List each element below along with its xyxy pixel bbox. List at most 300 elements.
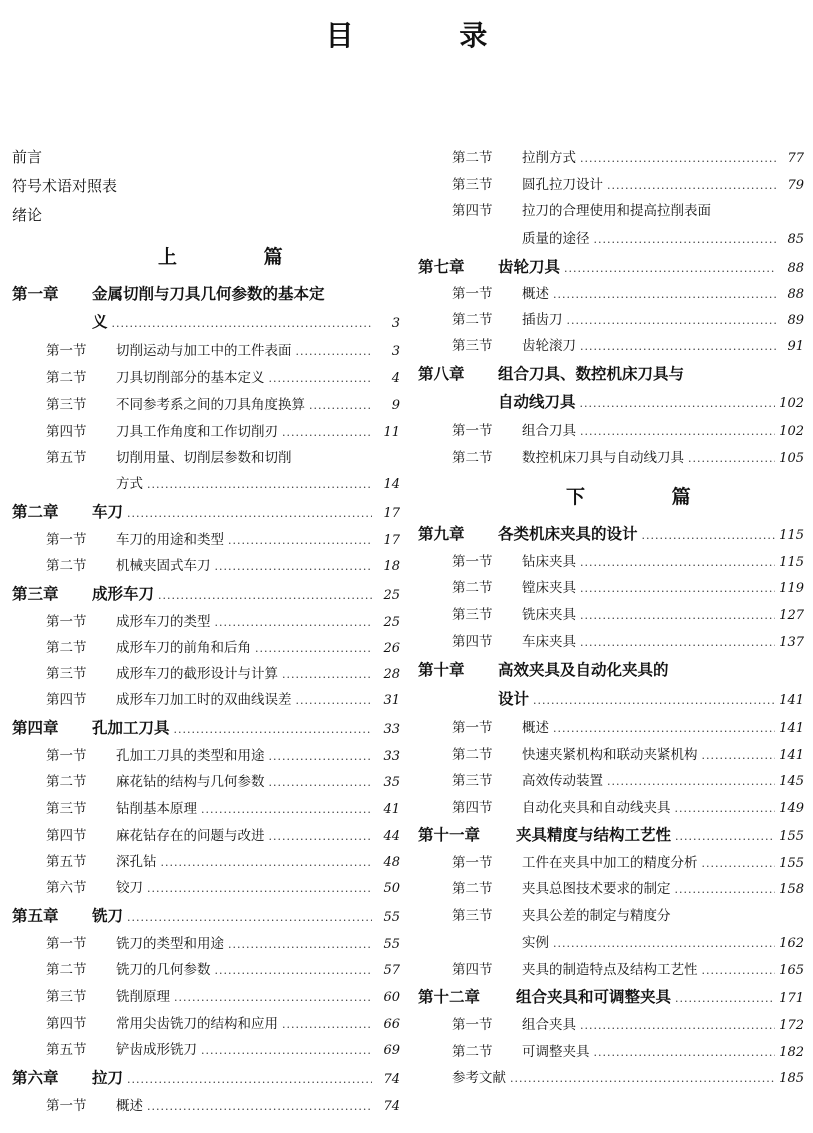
page-number: 66 (383, 1017, 400, 1032)
section-title: 拉削方式 (522, 150, 576, 166)
section-title: 概述 (522, 286, 549, 302)
section-title: 概述 (116, 1098, 143, 1114)
page-number: 41 (383, 802, 400, 817)
dot-leader (309, 399, 372, 412)
section-title: 成形车刀加工时的双曲线误差 (116, 692, 292, 708)
section-title: 数控机床刀具与自动线刀具 (522, 450, 684, 466)
page-number: 4 (391, 371, 400, 386)
chapter-label: 第四章 (12, 719, 59, 737)
toc-section[interactable] (46, 366, 400, 386)
dot-leader (580, 1019, 775, 1032)
chapter-label: 第十二章 (418, 988, 481, 1006)
section-label: 第一节 (46, 1098, 87, 1114)
toc-section[interactable] (46, 528, 400, 548)
toc-section[interactable] (452, 630, 804, 650)
toc-section[interactable] (46, 1038, 400, 1058)
section-label: 第二节 (46, 558, 87, 574)
page-number: 88 (787, 287, 804, 302)
toc-section[interactable] (46, 393, 400, 413)
section-title: 麻花钻的结构与几何参数 (116, 774, 265, 790)
toc-chapter[interactable] (418, 658, 804, 680)
section-label: 第二节 (452, 450, 493, 466)
chapter-title: 组合刀具、数控机床刀具与 (498, 365, 685, 383)
dot-leader (553, 937, 775, 950)
toc-section[interactable] (452, 743, 804, 763)
section-title: 铣床夹具 (522, 607, 576, 623)
section-title: 机械夹固式车刀 (116, 558, 211, 574)
chapter-title: 义 (92, 313, 108, 331)
section-label: 第二节 (452, 747, 493, 763)
section-label: 第一节 (46, 532, 87, 548)
toc-section[interactable] (452, 1013, 804, 1033)
chapter-title: 孔加工刀具 (92, 719, 170, 737)
section-label: 第五节 (46, 450, 87, 466)
section-title: 麻花钻存在的问题与改进 (116, 828, 265, 844)
dot-leader (255, 642, 372, 655)
section-title: 齿轮滚刀 (522, 338, 576, 354)
section-label: 第五节 (46, 854, 87, 870)
section-label: 第二节 (452, 312, 493, 328)
section-title: 成形车刀的类型 (116, 614, 211, 630)
dot-leader (282, 668, 372, 681)
page-number: 60 (383, 990, 400, 1005)
toc-section[interactable] (452, 550, 804, 570)
toc-chapter[interactable] (418, 255, 804, 277)
section-title: 车床夹具 (522, 634, 576, 650)
dot-leader (580, 556, 775, 569)
dot-leader (675, 802, 776, 815)
toc-section[interactable] (452, 173, 804, 193)
page-number: 77 (787, 151, 804, 166)
dot-leader (174, 991, 372, 1004)
toc-section[interactable] (452, 282, 804, 302)
section-label: 第五节 (46, 1042, 87, 1058)
page-title: 目 录 (325, 19, 536, 52)
page-number: 119 (779, 581, 804, 596)
page-number: 31 (383, 693, 400, 708)
toc-section[interactable] (46, 339, 400, 359)
page-number: 74 (383, 1072, 400, 1087)
toc-chapter[interactable] (12, 904, 400, 926)
page-number: 137 (779, 635, 804, 650)
toc-section[interactable] (46, 610, 400, 630)
section-title: 切削用量、切削层参数和切削 (116, 450, 292, 466)
chapter-label: 第六章 (12, 1069, 59, 1087)
dot-leader (580, 609, 775, 622)
dot-leader (702, 749, 776, 762)
page-number: 105 (779, 451, 804, 466)
chapter-label: 第十章 (418, 661, 465, 679)
section-label: 第三节 (46, 801, 87, 817)
toc-section[interactable] (452, 796, 804, 816)
dot-leader (580, 397, 776, 410)
page-number: 145 (779, 774, 804, 789)
page-number: 69 (383, 1043, 400, 1058)
toc-section[interactable] (46, 958, 400, 978)
toc-references[interactable] (452, 1066, 804, 1086)
page-number: 141 (779, 693, 804, 708)
toc-chapter[interactable] (418, 522, 804, 544)
dot-leader (594, 233, 777, 246)
section-label: 第三节 (46, 666, 87, 682)
dot-leader (553, 722, 775, 735)
chapter-label: 第五章 (12, 907, 59, 925)
section-title: 方式 (116, 476, 143, 492)
dot-leader (269, 830, 373, 843)
toc-chapter-cont[interactable] (498, 390, 804, 412)
page-number: 3 (391, 316, 400, 331)
toc-section[interactable] (452, 851, 804, 871)
page-number: 44 (383, 829, 400, 844)
section-label: 第二节 (452, 580, 493, 596)
toc-chapter[interactable] (12, 716, 400, 738)
section-label: 第四节 (46, 828, 87, 844)
toc-section[interactable] (452, 146, 804, 166)
page-number: 48 (383, 855, 400, 870)
page-number: 50 (383, 881, 400, 896)
chapter-title: 拉刀 (92, 1069, 124, 1087)
section-label: 第四节 (452, 962, 493, 978)
dot-leader (580, 340, 776, 353)
toc-front-preface[interactable]: 前言 (12, 148, 43, 166)
page-number: 85 (787, 232, 804, 247)
section-title: 常用尖齿铣刀的结构和应用 (116, 1016, 278, 1032)
section-label: 第三节 (46, 989, 87, 1005)
dot-leader (158, 589, 372, 602)
page-number: 18 (383, 559, 400, 574)
section-title: 切削运动与加工中的工件表面 (116, 343, 292, 359)
chapter-title: 齿轮刀具 (498, 258, 561, 276)
dot-leader (533, 694, 775, 707)
dot-leader (675, 992, 775, 1005)
section-label: 第四节 (46, 692, 87, 708)
toc-section[interactable] (452, 1040, 804, 1060)
dot-leader (580, 425, 775, 438)
toc-section[interactable] (46, 797, 400, 817)
dot-leader (228, 938, 372, 951)
section-label: 第四节 (46, 1016, 87, 1032)
toc-section[interactable] (452, 199, 804, 219)
dot-leader (567, 314, 777, 327)
dot-leader (228, 534, 372, 547)
section-label: 第四节 (452, 203, 493, 219)
toc-section[interactable] (452, 877, 804, 897)
toc-section[interactable] (46, 985, 400, 1005)
page-number: 28 (383, 667, 400, 682)
page-number: 89 (787, 313, 804, 328)
section-title: 拉刀的合理使用和提高拉削表面 (522, 203, 711, 219)
section-title: 实例 (522, 935, 549, 951)
page-number: 88 (787, 261, 804, 276)
chapter-title: 车刀 (92, 503, 124, 521)
toc-section-cont[interactable] (522, 931, 804, 951)
dot-leader (675, 883, 776, 896)
section-label: 第一节 (46, 936, 87, 952)
section-title: 铣削原理 (116, 989, 170, 1005)
page-number: 11 (383, 425, 400, 440)
section-title: 车刀的用途和类型 (116, 532, 224, 548)
section-title: 快速夹紧机构和联动夹紧机构 (522, 747, 698, 763)
chapter-title: 自动线刀具 (498, 393, 576, 411)
page-number: 55 (383, 910, 400, 925)
dot-leader (553, 288, 776, 301)
toc-section[interactable] (46, 824, 400, 844)
section-label: 第一节 (46, 748, 87, 764)
section-title: 可调整夹具 (522, 1044, 590, 1060)
section-label: 第一节 (452, 286, 493, 302)
toc-section[interactable] (452, 904, 804, 924)
section-title: 深孔钻 (116, 854, 157, 870)
dot-leader (215, 964, 373, 977)
page-number: 182 (779, 1045, 804, 1060)
section-title: 镗床夹具 (522, 580, 576, 596)
part-title-upper: 上 篇 (158, 246, 323, 268)
page-number: 155 (779, 829, 804, 844)
toc-section[interactable] (46, 770, 400, 790)
page-number: 17 (383, 506, 400, 521)
section-title: 铲齿成形铣刀 (116, 1042, 197, 1058)
page-number: 55 (383, 937, 400, 952)
dot-leader (215, 560, 373, 573)
toc-section[interactable] (46, 850, 400, 870)
page-number: 115 (779, 528, 804, 543)
dot-leader (594, 1046, 776, 1059)
toc-chapter-1-cont[interactable] (92, 310, 400, 332)
dot-leader (564, 262, 776, 275)
toc-section[interactable] (452, 769, 804, 789)
dot-leader (147, 478, 372, 491)
section-label: 第一节 (452, 423, 493, 439)
dot-leader (112, 317, 372, 330)
section-title: 质量的途径 (522, 231, 590, 247)
toc-section[interactable] (46, 446, 400, 466)
section-label: 第一节 (452, 720, 493, 736)
toc-section[interactable] (452, 716, 804, 736)
page-number: 115 (779, 555, 804, 570)
toc-section-cont[interactable] (116, 472, 400, 492)
section-title: 自动化夹具和自动线夹具 (522, 800, 671, 816)
dot-leader (688, 452, 775, 465)
toc-section[interactable] (46, 1094, 400, 1114)
section-label: 第三节 (452, 607, 493, 623)
dot-leader (161, 856, 373, 869)
dot-leader (580, 582, 775, 595)
section-title: 夹具公差的制定与精度分 (522, 908, 671, 924)
dot-leader (201, 1044, 372, 1057)
section-label: 第一节 (452, 855, 493, 871)
section-title: 圆孔拉刀设计 (522, 177, 603, 193)
toc-section[interactable] (46, 636, 400, 656)
page-number: 57 (383, 963, 400, 978)
page-number: 25 (383, 615, 400, 630)
toc-section[interactable] (452, 576, 804, 596)
chapter-title: 夹具精度与结构工艺性 (516, 826, 672, 844)
section-title: 成形车刀的截形设计与计算 (116, 666, 278, 682)
chapter-label: 第二章 (12, 503, 59, 521)
chapter-label: 第八章 (418, 365, 465, 383)
toc-front-symbols[interactable]: 符号术语对照表 (12, 177, 118, 195)
toc-chapter[interactable] (418, 985, 804, 1007)
section-label: 第三节 (452, 338, 493, 354)
page-number: 185 (779, 1071, 804, 1086)
page-number: 33 (383, 722, 400, 737)
dot-leader (269, 372, 373, 385)
section-label: 第一节 (46, 343, 87, 359)
dot-leader (174, 723, 372, 736)
page-number: 74 (383, 1099, 400, 1114)
section-title: 孔加工刀具的类型和用途 (116, 748, 265, 764)
part-title-lower: 下 篇 (566, 486, 731, 508)
toc-section[interactable] (46, 688, 400, 708)
section-label: 第三节 (452, 177, 493, 193)
dot-leader (147, 882, 372, 895)
toc-section-cont[interactable] (522, 227, 804, 247)
chapter-title: 设计 (498, 690, 530, 708)
section-title: 组合刀具 (522, 423, 576, 439)
toc-chapter[interactable] (418, 362, 804, 384)
page-number: 33 (383, 749, 400, 764)
dot-leader (675, 830, 775, 843)
section-title: 铰刀 (116, 880, 143, 896)
toc-chapter-1[interactable] (12, 282, 402, 304)
dot-leader (282, 426, 372, 439)
section-title: 插齿刀 (522, 312, 563, 328)
section-title: 刀具工作角度和工作切削刃 (116, 424, 278, 440)
dot-leader (127, 911, 372, 924)
toc-section[interactable] (452, 446, 804, 466)
page-number: 17 (383, 533, 400, 548)
dot-leader (282, 1018, 372, 1031)
section-label: 第二节 (46, 774, 87, 790)
section-label: 第四节 (452, 634, 493, 650)
toc-section[interactable] (452, 603, 804, 623)
page-number: 162 (779, 936, 804, 951)
toc-section[interactable] (46, 662, 400, 682)
toc-section[interactable] (46, 420, 400, 440)
page-number: 102 (779, 396, 804, 411)
chapter-label: 第一章 (12, 285, 59, 303)
section-label: 第二节 (452, 150, 493, 166)
section-title: 高效传动装置 (522, 773, 603, 789)
chapter-title: 金属切削与刀具几何参数的基本定 (92, 285, 325, 303)
dot-leader (607, 179, 776, 192)
section-label: 第三节 (46, 397, 87, 413)
chapter-label: 第九章 (418, 525, 465, 543)
toc-front-intro[interactable]: 绪论 (12, 206, 43, 224)
page-number: 14 (383, 477, 400, 492)
page-number: 165 (779, 963, 804, 978)
section-label: 第一节 (452, 554, 493, 570)
page-number: 102 (779, 424, 804, 439)
dot-leader (296, 345, 373, 358)
page-number: 9 (391, 398, 400, 413)
chapter-label: 第三章 (12, 585, 59, 603)
dot-leader (702, 964, 776, 977)
page-number: 155 (779, 856, 804, 871)
page-number: 127 (779, 608, 804, 623)
toc-section[interactable] (46, 744, 400, 764)
section-label: 第三节 (452, 773, 493, 789)
page-number: 171 (779, 991, 804, 1006)
dot-leader (296, 694, 373, 707)
toc-section[interactable] (46, 932, 400, 952)
toc-section[interactable] (452, 958, 804, 978)
section-title: 夹具总图技术要求的制定 (522, 881, 671, 897)
chapter-title: 组合夹具和可调整夹具 (516, 988, 672, 1006)
dot-leader (147, 1100, 372, 1113)
dot-leader (269, 776, 373, 789)
dot-leader (127, 1073, 372, 1086)
toc-chapter[interactable] (418, 823, 804, 845)
page-number: 25 (383, 588, 400, 603)
toc-section[interactable] (46, 1012, 400, 1032)
chapter-label: 第七章 (418, 258, 465, 276)
section-label: 第六节 (46, 880, 87, 896)
dot-leader (510, 1072, 775, 1085)
dot-leader (702, 857, 776, 870)
section-title: 钻床夹具 (522, 554, 576, 570)
section-title: 工件在夹具中加工的精度分析 (522, 855, 698, 871)
section-title: 参考文献 (452, 1070, 506, 1086)
chapter-title: 铣刀 (92, 907, 124, 925)
dot-leader (127, 507, 372, 520)
section-label: 第二节 (452, 1044, 493, 1060)
dot-leader (607, 775, 775, 788)
dot-leader (580, 152, 776, 165)
page-number: 79 (787, 178, 804, 193)
toc-chapter[interactable] (12, 500, 400, 522)
toc-section[interactable] (452, 419, 804, 439)
section-title: 概述 (522, 720, 549, 736)
chapter-title: 高效夹具及自动化夹具的 (498, 661, 669, 679)
page-number: 149 (779, 801, 804, 816)
section-title: 夹具的制造特点及结构工艺性 (522, 962, 698, 978)
toc-chapter-cont[interactable] (498, 687, 804, 709)
section-title: 不同参考系之间的刀具角度换算 (116, 397, 305, 413)
section-label: 第二节 (46, 962, 87, 978)
section-label: 第二节 (452, 881, 493, 897)
page-number: 158 (779, 882, 804, 897)
dot-leader (642, 529, 776, 542)
chapter-label: 第十一章 (418, 826, 481, 844)
section-title: 铣刀的类型和用途 (116, 936, 224, 952)
page-number: 26 (383, 641, 400, 656)
section-title: 铣刀的几何参数 (116, 962, 211, 978)
page-number: 35 (383, 775, 400, 790)
section-label: 第一节 (46, 614, 87, 630)
section-label: 第四节 (46, 424, 87, 440)
section-title: 刀具切削部分的基本定义 (116, 370, 265, 386)
toc-chapter[interactable] (12, 582, 400, 604)
toc-section[interactable] (46, 554, 400, 574)
page-number: 91 (787, 339, 804, 354)
page-number: 141 (779, 748, 804, 763)
chapter-title: 各类机床夹具的设计 (498, 525, 638, 543)
page-number: 3 (391, 344, 400, 359)
toc-chapter[interactable] (12, 1066, 400, 1088)
section-label: 第四节 (452, 800, 493, 816)
chapter-title: 成形车刀 (92, 585, 155, 603)
dot-leader (269, 750, 373, 763)
toc-section[interactable] (452, 334, 804, 354)
section-label: 第一节 (452, 1017, 493, 1033)
toc-section[interactable] (46, 876, 400, 896)
section-title: 钻削基本原理 (116, 801, 197, 817)
page-number: 141 (779, 721, 804, 736)
section-label: 第二节 (46, 640, 87, 656)
toc-section[interactable] (452, 308, 804, 328)
dot-leader (201, 803, 372, 816)
